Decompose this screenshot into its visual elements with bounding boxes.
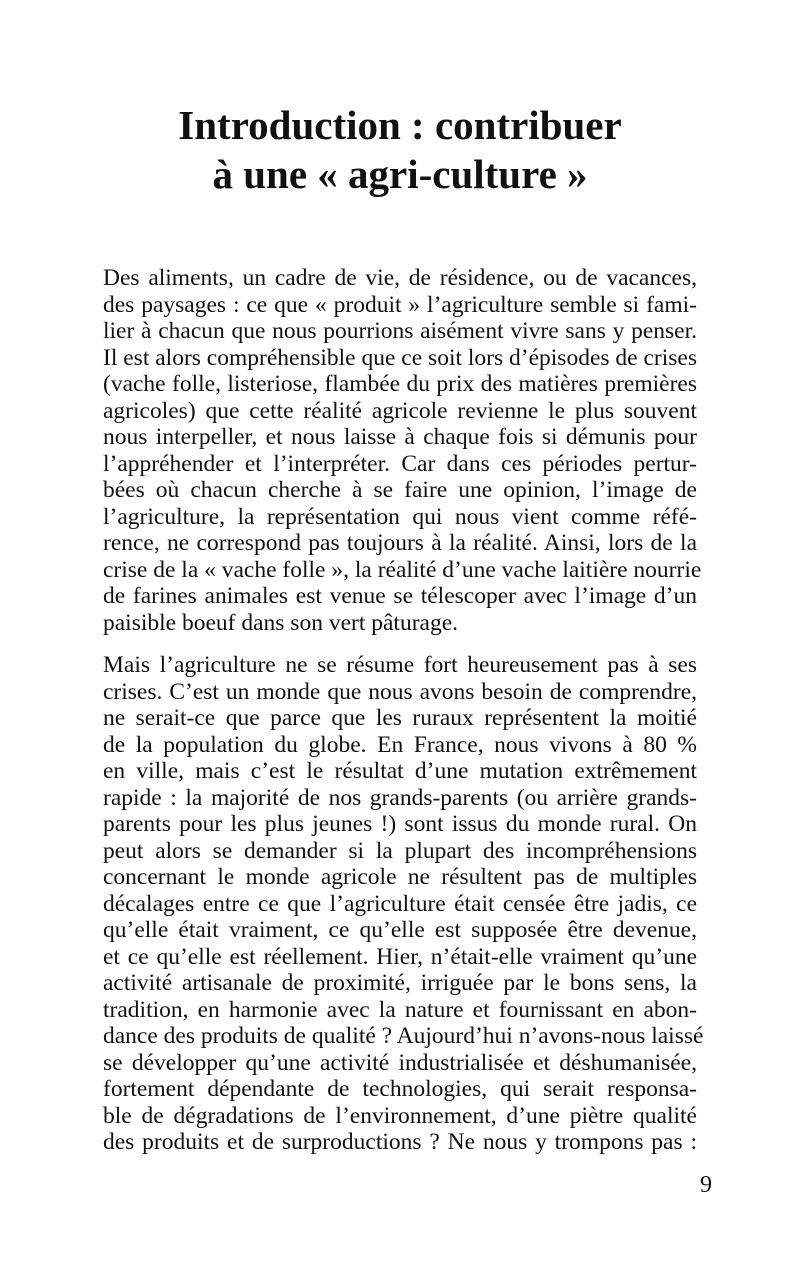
- text-line: l’appréhender et l’interpréter. Car dans ces périodes pertur-: [103, 450, 697, 477]
- text-line: bées où chacun cherche à se faire une opinion, l’image de: [103, 477, 697, 503]
- text-line: peut alors se demander si la plupart des incompréhensions: [103, 837, 697, 864]
- text-line: Des aliments, un cadre de vie, de résidence, ou de vacances,: [103, 265, 697, 291]
- text-line: Il est alors compréhensible que ce soit lors d’épisodes de crises: [103, 344, 697, 371]
- text-line: tradition, en harmonie avec la nature et fournissant en abon-: [103, 996, 697, 1023]
- text-line: lier à chacun que nous pourrions aisément vivre sans y penser.: [103, 318, 697, 344]
- text-line: en ville, mais c’est le résultat d’une mutation extrêmement: [103, 758, 697, 784]
- text-line: ble de dégradations de l’environnement, d’une piètre qualité: [103, 1102, 697, 1129]
- text-line: concernant le monde agricole ne résultent pas de multiples: [103, 864, 697, 890]
- text-line: crise de la « vache folle », la réalité d’une vache laitière nourrie: [103, 556, 702, 583]
- text-line: paisible boeuf dans son vert pâturage.: [103, 609, 459, 636]
- text-line: l’agriculture, la représentation qui nous vient comme réfé-: [103, 503, 697, 530]
- text-line: qu’elle était vraiment, ce qu’elle est supposée être devenue,: [103, 917, 697, 943]
- text-line: parents pour les plus jeunes !) sont issus du monde rural. On: [103, 811, 697, 837]
- text-line: rapide : la majorité de nos grands-parents (ou arrière grands-: [103, 784, 697, 811]
- text-line: de la population du globe. En France, nous vivons à 80 %: [103, 731, 697, 758]
- text-line: se développer qu’une activité industrialisée et déshumanisée,: [103, 1049, 697, 1076]
- text-line: (vache folle, listeriose, flambée du prix des matières premières: [103, 371, 697, 397]
- text-line: fortement dépendante de technologies, qui serait responsa-: [103, 1076, 697, 1102]
- text-line: décalages entre ce que l’agriculture était censée être jadis, ce: [103, 890, 697, 917]
- chapter-title-line: à une « agri-culture »: [212, 151, 588, 197]
- page-number: 9: [700, 1172, 712, 1198]
- text-line: et ce qu’elle est réellement. Hier, n’était-elle vraiment qu’une: [103, 943, 697, 970]
- text-line: des paysages : ce que « produit » l’agriculture semble si fami-: [103, 291, 697, 318]
- chapter-title-line: Introduction : contribuer: [178, 102, 622, 148]
- text-line: ne serait-ce que parce que les ruraux représentent la moitié: [103, 705, 697, 731]
- text-line: activité artisanale de proximité, irriguée par le bons sens, la: [103, 970, 697, 996]
- paragraph-2: [103, 652, 704, 1156]
- text-line: nous interpeller, et nous laisse à chaque fois si démunis pour: [103, 424, 697, 450]
- paragraph-1: [103, 265, 702, 636]
- text-line: Mais l’agriculture ne se résume fort heureusement pas à ses: [103, 652, 697, 678]
- text-line: dance des produits de qualité ? Aujourd’hui n’avons-nous laissé: [103, 1023, 704, 1049]
- chapter-title: [0, 101, 800, 199]
- text-line: de farines animales est venue se télescoper avec l’image d’un: [103, 583, 697, 609]
- text-line: des produits et de surproductions ? Ne nous y trompons pas :: [103, 1129, 697, 1155]
- text-line: crises. C’est un monde que nous avons besoin de comprendre,: [103, 678, 697, 705]
- text-line: agricoles) que cette réalité agricole revienne le plus souvent: [103, 397, 697, 424]
- text-line: rence, ne correspond pas toujours à la réalité. Ainsi, lors de la: [103, 530, 697, 556]
